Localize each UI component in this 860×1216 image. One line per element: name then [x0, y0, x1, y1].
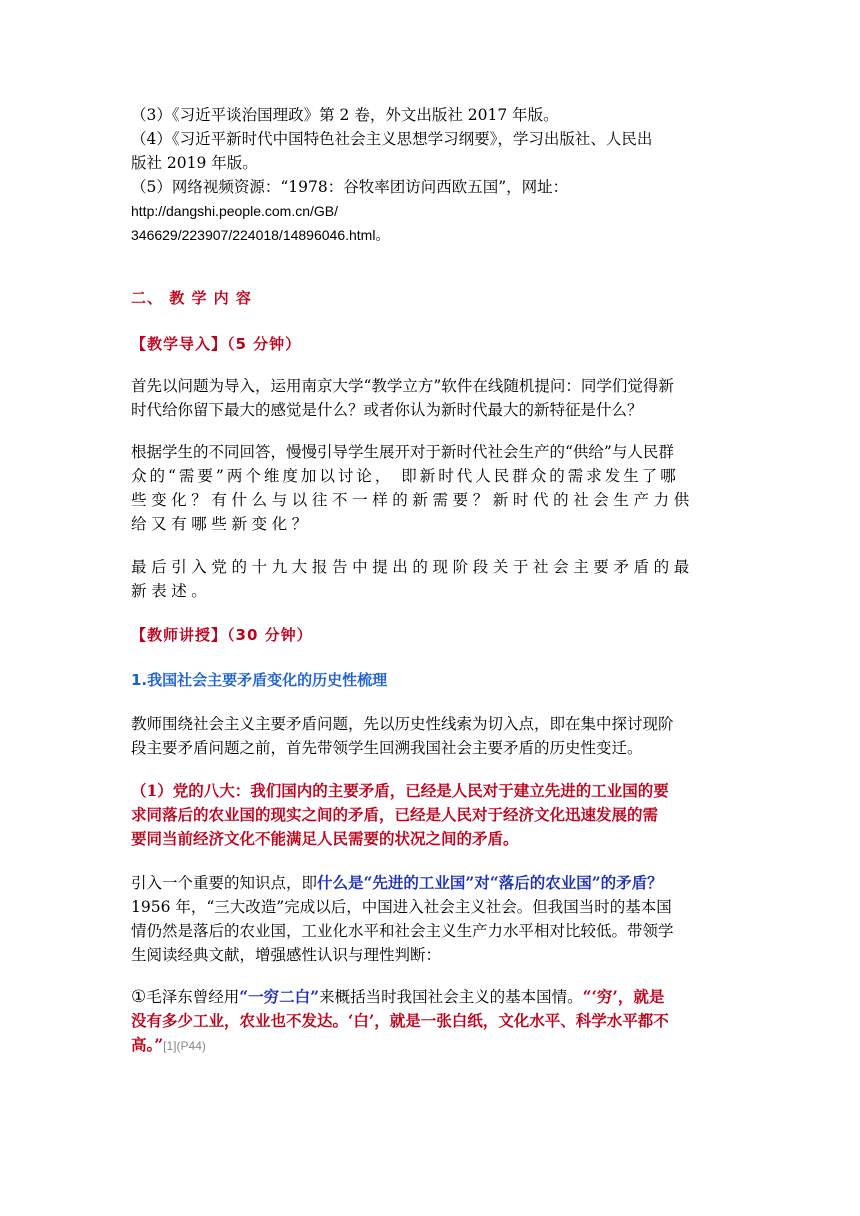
section-title: 二、 教 学 内 容 [131, 289, 252, 307]
knowledge-point-line3: 情仍然是落后的农业国，工业化水平和社会主义生产力水平相对比较低。带领学 [131, 922, 674, 940]
reference-3: （3）《习近平谈治国理政》第 2 卷，外文出版社 2017 年版。 [131, 106, 559, 124]
lecture-paragraph-1-line1: 教师围绕社会主义主要矛盾问题，先以历史性线索为切入点，即在集中探讨现阶 [131, 715, 674, 733]
citation-keyword: “一穷二白” [239, 987, 320, 1006]
citation-reference: [1](P44) [163, 1039, 206, 1053]
intro-heading-label: 【教学导入】 [131, 335, 228, 353]
reference-4-line2: 版社 2019 年版。 [131, 154, 258, 172]
intro-paragraph-2-line3: 些变化？有什么与以往不一样的新需要？新时代的社会生产力供 [131, 491, 694, 509]
reference-4-line1: （4）《习近平新时代中国特色社会主义思想学习纲要》，学习出版社、人民出 [131, 130, 653, 148]
intro-paragraph-1-line2: 时代给你留下最大的感觉是什么？或者你认为新时代最大的新特征是什么？ [131, 401, 643, 419]
citation-item-line1 [131, 985, 731, 1009]
intro-heading-duration: （5 分钟） [227, 335, 302, 353]
lecture-heading-duration: （30 分钟） [227, 626, 313, 644]
lecture-heading-label: 【教师讲授】 [131, 626, 228, 644]
citation-quote-line2: 没有多少工业，农业也不发达。‘白’，就是一张白纸，文化水平、科学水平都不 [131, 1011, 669, 1030]
knowledge-point-intro: 引入一个重要的知识点，即 [131, 874, 318, 892]
reference-5-url-line1: http://dangshi.people.com.cn/GB/ [131, 203, 339, 219]
citation-intro: 毛泽东曾经用 [146, 988, 240, 1006]
quote-eighth-congress-line2: 求同落后的农业国的现实之间的矛盾，已经是人民对于经济文化迅速发展的需 [131, 805, 659, 824]
circled-number-one: ① [131, 987, 147, 1007]
lecture-heading [131, 623, 731, 647]
citation-quote-line3 [131, 1033, 731, 1058]
knowledge-point-question: 什么是“先进的工业国”对“落后的农业国”的矛盾？ [317, 873, 663, 892]
quote-eighth-congress-line3: 要同当前经济文化不能满足人民需要的状况之间的矛盾。 [131, 829, 519, 848]
intro-paragraph-3-line2: 新表述。 [131, 582, 212, 600]
intro-paragraph-2-line4: 给又有哪些新变化？ [131, 515, 312, 533]
intro-heading [131, 332, 731, 356]
intro-paragraph-3-line1: 最后引入党的十九大报告中提出的现阶段关于社会主要矛盾的最 [131, 558, 694, 576]
intro-paragraph-2-line1: 根据学生的不同回答，慢慢引导学生展开对于新时代社会生产的“供给”与人民群 [131, 443, 674, 461]
citation-quote-end: 高。” [131, 1035, 164, 1054]
intro-paragraph-2-line2: 众的“需要”两个维度加以讨论， 即新时代人民群众的需求发生了哪 [131, 467, 679, 485]
reference-5-url-line2: 346629/223907/224018/14896046.html。 [131, 227, 390, 243]
citation-quote-start: “‘穷’，就是 [582, 987, 665, 1006]
quote-eighth-congress-line1: （1）党的八大：我们国内的主要矛盾，已经是人民对于建立先进的工业国的要 [131, 781, 669, 800]
lecture-paragraph-1-line2: 段主要矛盾问题之前，首先带领学生回溯我国社会主要矛盾的历史性变迁。 [131, 739, 643, 757]
citation-mid: 来概括当时我国社会主义的基本国情。 [319, 988, 583, 1006]
subsection-title: 1.我国社会主要矛盾变化的历史性梳理 [131, 671, 388, 689]
intro-paragraph-1-line1: 首先以问题为导入，运用南京大学“教学立方”软件在线随机提问：同学们觉得新 [131, 377, 674, 395]
reference-5-line1: （5）网络视频资源：“1978：谷牧率团访问西欧五国”，网址： [131, 178, 569, 196]
knowledge-point-line2: 1956 年，“三大改造”完成以后，中国进入社会主义社会。但我国当时的基本国 [131, 898, 672, 916]
knowledge-point-line1 [131, 871, 731, 895]
knowledge-point-line4: 生阅读经典文献，增强感性认识与理性判断： [131, 946, 442, 964]
